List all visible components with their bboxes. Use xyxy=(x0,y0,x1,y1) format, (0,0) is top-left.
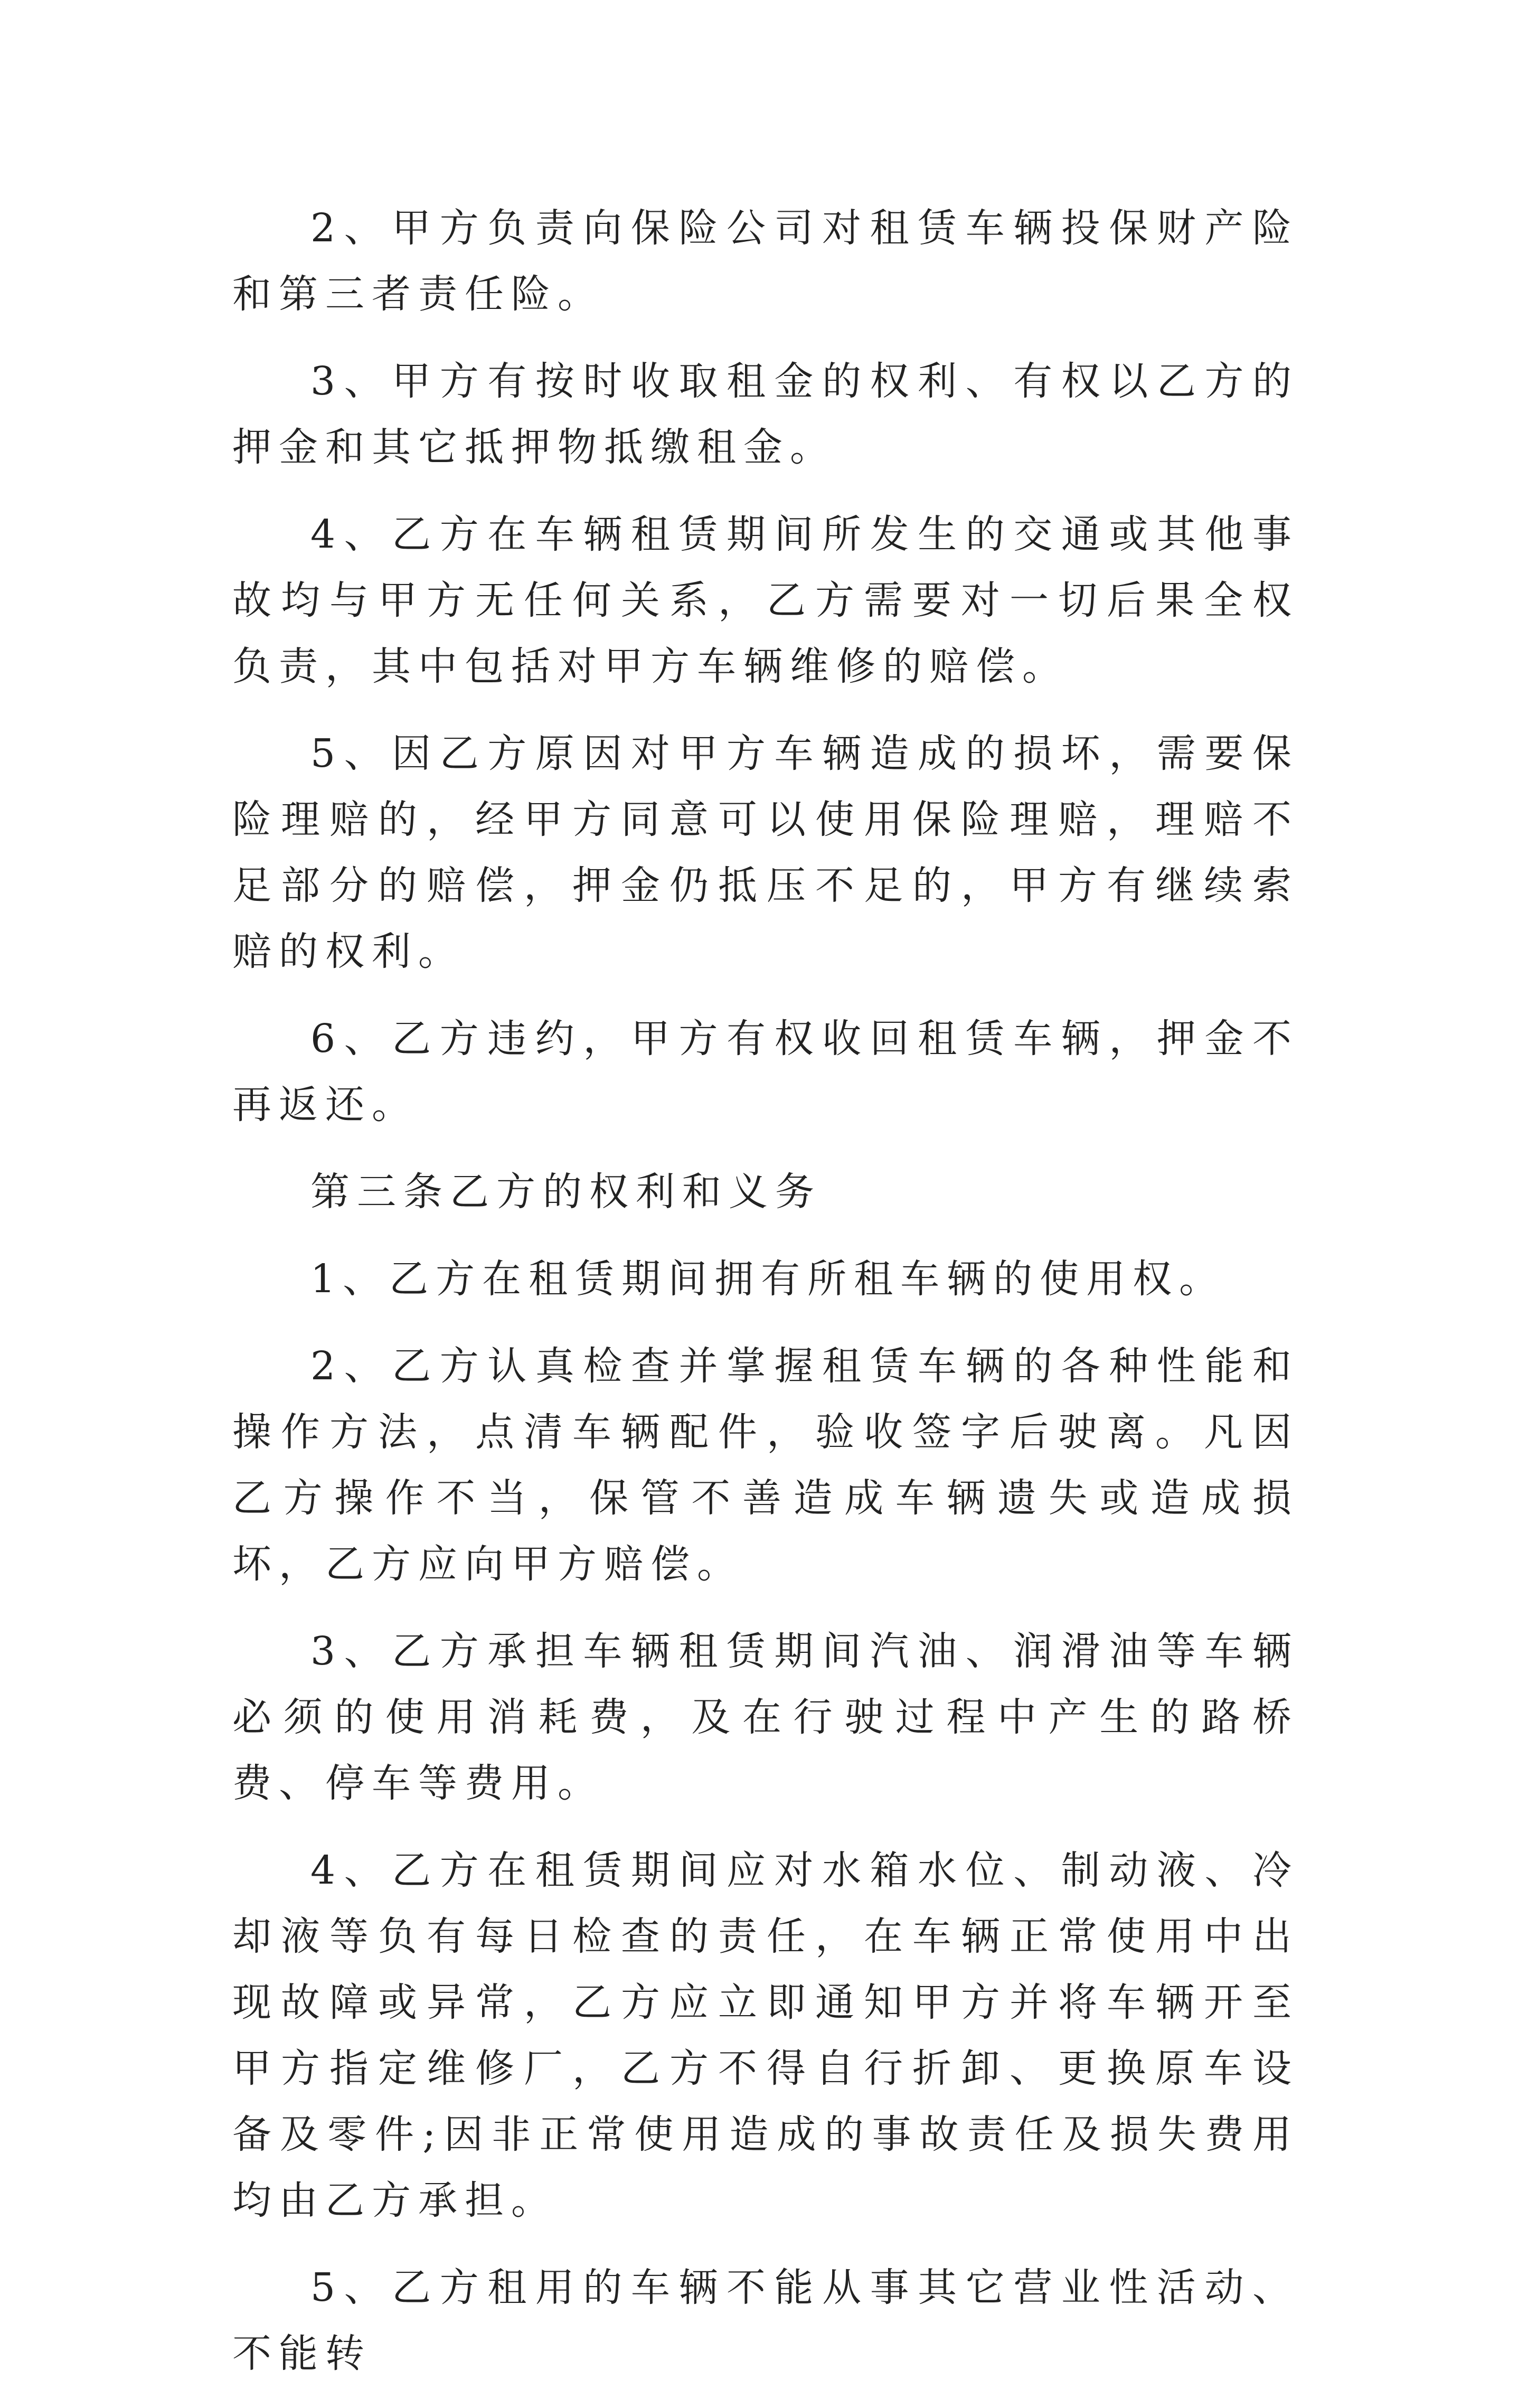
clause-paragraph: 4、乙方在租赁期间应对水箱水位、制动液、冷却液等负有每日检查的责任，在车辆正常使用中出现故障或异常，乙方应立即通知甲方并将车辆开至甲方指定维修厂，乙方不得自行折卸、更换原车设备及零件;因非正常使用造成的事故责任及损失费用均由乙方承担。 xyxy=(232,1848,1299,2223)
clause-paragraph: 4、乙方在车辆租赁期间所发生的交通或其他事故均与甲方无任何关系，乙方需要对一切后果全权负责，其中包括对甲方车辆维修的赔偿。 xyxy=(232,512,1299,689)
clause-paragraph: 6、乙方违约，甲方有权收回租赁车辆，押金不再返还。 xyxy=(232,1016,1299,1127)
clause-paragraph: 3、乙方承担车辆租赁期间汽油、润滑油等车辆必须的使用消耗费，及在行驶过程中产生的路桥费、停车等费用。 xyxy=(232,1629,1299,1806)
clause-paragraph: 2、甲方负责向保险公司对租赁车辆投保财产险和第三者责任险。 xyxy=(232,205,1299,317)
clause-paragraph: 5、乙方租用的车辆不能从事其它营业性活动、不能转 xyxy=(232,2265,1299,2376)
clause-paragraph: 5、因乙方原因对甲方车辆造成的损坏，需要保险理赔的，经甲方同意可以使用保险理赔，理赔不足部分的赔偿，押金仍抵压不足的，甲方有继续索赔的权利。 xyxy=(232,731,1299,974)
clause-paragraph: 3、甲方有按时收取租金的权利、有权以乙方的押金和其它抵押物抵缴租金。 xyxy=(232,359,1299,470)
clause-paragraph: 1、乙方在租赁期间拥有所租车辆的使用权。 xyxy=(310,1256,1226,1302)
clause-paragraph: 2、乙方认真检查并掌握租赁车辆的各种性能和操作方法，点清车辆配件，验收签字后驶离。凡因乙方操作不当，保管不善造成车辆遗失或造成损坏，乙方应向甲方赔偿。 xyxy=(232,1343,1299,1587)
section-heading: 第三条乙方的权利和义务 xyxy=(310,1169,822,1215)
document-body xyxy=(232,195,1299,2408)
